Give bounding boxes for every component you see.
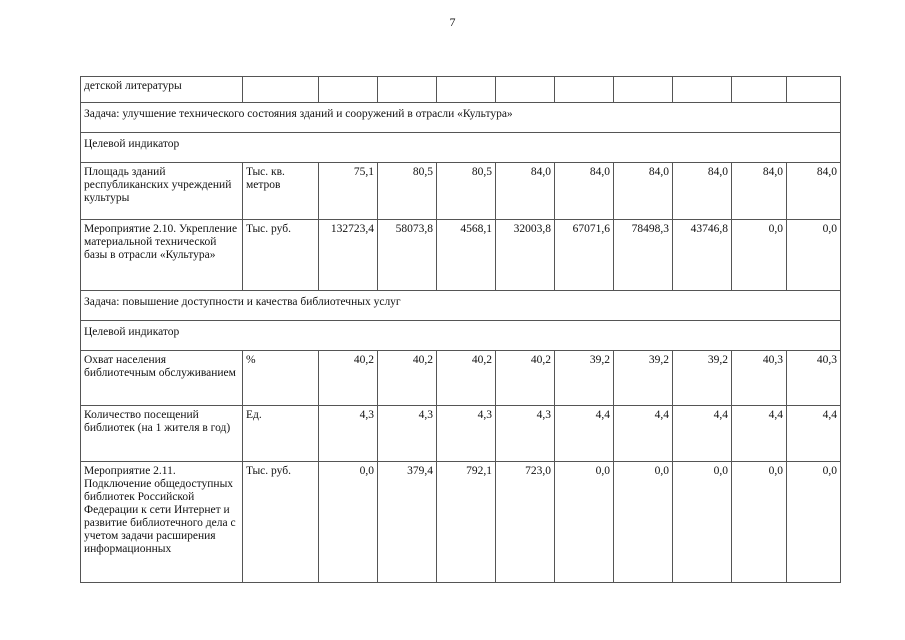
program-indicators-table [80,76,841,583]
value-cell: 792,1 [437,462,496,583]
value-cell: 40,3 [787,351,841,406]
section-row [81,321,841,351]
value-cell: 39,2 [673,351,732,406]
value-cell: 4568,1 [437,220,496,291]
value-cell: 4,4 [787,406,841,462]
target-indicator-heading: Целевой индикатор [81,321,841,351]
value-cell: 0,0 [732,462,787,583]
value-cell: 84,0 [732,163,787,220]
value-cell: 40,2 [496,351,555,406]
value-cell [673,77,732,103]
table-row [81,462,841,583]
value-cell: 84,0 [614,163,673,220]
value-cell: 39,2 [555,351,614,406]
value-cell: 132723,4 [319,220,378,291]
unit-cell: Тыс. руб. [243,220,319,291]
section-row [81,103,841,133]
table-row [81,406,841,462]
page-number: 7 [449,15,456,29]
value-cell [319,77,378,103]
row-name-cell: детской литературы [81,77,243,103]
value-cell: 39,2 [614,351,673,406]
value-cell: 4,4 [732,406,787,462]
unit-cell: Тыс. руб. [243,462,319,583]
value-cell: 0,0 [732,220,787,291]
row-name-cell: Площадь зданий республиканских учреждений культуры [81,163,243,220]
value-cell: 379,4 [378,462,437,583]
value-cell: 75,1 [319,163,378,220]
value-cell [496,77,555,103]
value-cell: 40,2 [378,351,437,406]
value-cell: 4,3 [437,406,496,462]
value-cell: 4,4 [555,406,614,462]
section-row [81,291,841,321]
row-name-cell: Мероприятие 2.10. Укрепление материальной технической базы в отрасли «Культура» [81,220,243,291]
value-cell: 4,3 [378,406,437,462]
value-cell [555,77,614,103]
task-heading: Задача: повышение доступности и качества библиотечных услуг [81,291,841,321]
value-cell: 84,0 [787,163,841,220]
table-row [81,351,841,406]
value-cell: 43746,8 [673,220,732,291]
row-name-cell: Охват населения библиотечным обслуживанием [81,351,243,406]
value-cell [732,77,787,103]
value-cell: 40,2 [437,351,496,406]
row-name-cell: Мероприятие 2.11. Подключение общедоступных библиотек Российской Федерации к сети Интернет и развитие библиотечного дела с учетом задачи расширения информационных [81,462,243,583]
value-cell: 40,3 [732,351,787,406]
unit-cell: Ед. [243,406,319,462]
value-cell: 67071,6 [555,220,614,291]
value-cell: 0,0 [787,220,841,291]
table-row [81,163,841,220]
value-cell: 0,0 [787,462,841,583]
value-cell: 80,5 [378,163,437,220]
value-cell [437,77,496,103]
unit-cell [243,77,319,103]
value-cell: 40,2 [319,351,378,406]
value-cell: 4,3 [319,406,378,462]
task-heading: Задача: улучшение технического состояния зданий и сооружений в отрасли «Культура» [81,103,841,133]
value-cell: 32003,8 [496,220,555,291]
row-name-cell: Количество посещений библиотек (на 1 жителя в год) [81,406,243,462]
value-cell: 0,0 [319,462,378,583]
value-cell [787,77,841,103]
value-cell: 78498,3 [614,220,673,291]
value-cell: 723,0 [496,462,555,583]
value-cell: 58073,8 [378,220,437,291]
value-cell: 0,0 [555,462,614,583]
value-cell: 84,0 [496,163,555,220]
table-row [81,77,841,103]
section-row [81,133,841,163]
value-cell: 4,4 [614,406,673,462]
table-row [81,220,841,291]
value-cell: 4,3 [496,406,555,462]
value-cell: 0,0 [614,462,673,583]
unit-cell: Тыс. кв. метров [243,163,319,220]
unit-cell: % [243,351,319,406]
value-cell: 80,5 [437,163,496,220]
value-cell: 84,0 [673,163,732,220]
value-cell: 84,0 [555,163,614,220]
value-cell: 0,0 [673,462,732,583]
value-cell: 4,4 [673,406,732,462]
value-cell [614,77,673,103]
value-cell [378,77,437,103]
target-indicator-heading: Целевой индикатор [81,133,841,163]
